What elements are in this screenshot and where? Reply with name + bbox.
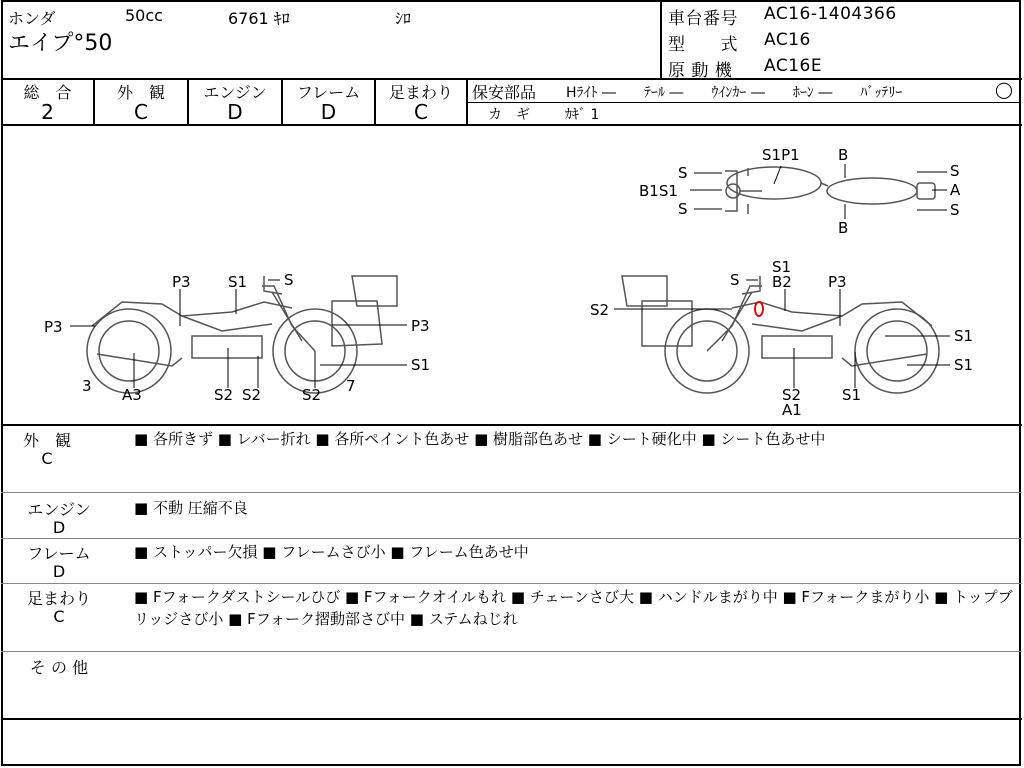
diagram-bottom-line: [1, 424, 1022, 426]
right-side-bike: [622, 276, 939, 393]
label-b-bottom: B: [838, 219, 849, 237]
label-b2: B2: [772, 273, 792, 291]
red-damage-marker: [755, 302, 763, 316]
model-name: エイプ°50: [8, 31, 113, 56]
label-s-lt: S: [284, 271, 294, 289]
section-exterior-text: ■ 各所きず ■ レバー折れ ■ 各所ペイント色あせ ■ 樹脂部色あせ ■ シート硬化中 ■ シート色あせ中: [134, 430, 826, 448]
grade-exterior-label: 外 観: [116, 83, 165, 102]
label-p3-lt: P3: [172, 273, 191, 291]
section-suspension-text: ■ Fフォークダストシールひび ■ Fフォークオイルもれ ■ チェーンさび大 ■ ハンドルまがり中 ■ Fフォークまがり小 ■ トップブリッジさび小 ■ Fフォーク摺動部さび中 ■ ステムねじれ: [134, 588, 1013, 628]
label-s-tl: S: [678, 164, 688, 182]
displacement: 50cc: [125, 6, 163, 25]
safety-divider: [468, 102, 1021, 103]
engine-label: 原 動 機: [668, 61, 733, 81]
grade-frame-label: フレーム: [296, 83, 361, 102]
section-engine-grade: D: [52, 518, 66, 537]
type-label: 型 式: [668, 35, 738, 55]
section-engine-label: エンジン: [27, 500, 91, 519]
color: ｼﾛ: [395, 9, 412, 28]
section-frame-label: フレーム: [27, 544, 91, 563]
section-divider: [1, 651, 1022, 652]
label-p3-lr: P3: [411, 317, 430, 335]
type-value: AC16: [764, 30, 811, 50]
label-s1-rr2: S1: [954, 356, 974, 374]
section-exterior-label: 外 観: [22, 431, 71, 450]
label-s2-a: S2: [214, 386, 234, 404]
section-frame-grade: D: [52, 562, 66, 581]
section-engine-text: ■ 不動 圧縮不良: [134, 499, 248, 517]
safety-parts-list: Hﾗｲﾄ ― ﾃｰﾙ ― ｳｲﾝｶｰ ― ﾎｰﾝ ― ﾊﾞｯﾃﾘｰ: [566, 85, 903, 101]
label-s2-b: S2: [242, 386, 262, 404]
section-divider: [1, 718, 1022, 720]
label-s-bl: S: [678, 200, 688, 218]
grade-suspension-label: 足まわり: [388, 83, 453, 102]
grade-engine-value: D: [227, 100, 243, 124]
label-p3-rt: P3: [828, 273, 847, 291]
label-s1-lr: S1: [411, 356, 431, 374]
label-s1-rr1: S1: [954, 327, 974, 345]
frame-no: AC16-1404366: [764, 4, 897, 24]
mileage: 6761 ｷﾛ: [228, 9, 290, 28]
section-suspension-label: 足まわり: [26, 589, 91, 608]
label-s-tr: S: [950, 162, 960, 180]
grade-suspension-value: C: [414, 100, 428, 124]
grade-total-value: 2: [41, 100, 54, 124]
label-s1p1: S1P1: [762, 146, 800, 164]
right-view-labels: [590, 258, 973, 419]
label-s-rt: S: [730, 271, 740, 289]
label-s2-c: S2: [302, 386, 322, 404]
key-value: ｶｷﾞ 1: [565, 107, 600, 123]
label-b1s1: B1S1: [639, 182, 678, 200]
label-b-top: B: [838, 146, 849, 164]
label-7: 7: [346, 377, 356, 395]
battery-mark: ◯: [995, 80, 1013, 99]
frame-no-label: 車台番号: [668, 9, 738, 29]
section-other-label: そ の 他: [29, 658, 89, 677]
section-suspension-grade: C: [53, 607, 65, 626]
section-divider: [1, 492, 1022, 493]
grade-exterior-value: C: [134, 100, 148, 124]
label-a-right: A: [950, 181, 961, 199]
top-view-bike: [725, 167, 935, 214]
top-view-labels: [639, 146, 961, 237]
header-divider: [660, 0, 662, 80]
label-s1-rb: S1: [842, 386, 862, 404]
engine-value: AC16E: [764, 56, 823, 76]
maker: ホンダ: [8, 9, 56, 28]
key-label: カ ギ: [488, 107, 530, 123]
section-frame-text: ■ ストッパー欠損 ■ フレームさび小 ■ フレーム色あせ中: [134, 543, 529, 561]
label-a3: A3: [122, 386, 142, 404]
label-s1-rt: S1: [772, 258, 792, 276]
label-s1-lt: S1: [228, 273, 248, 291]
label-s2-rb: S2: [782, 386, 802, 404]
label-p3-ll: P3: [44, 318, 63, 336]
section-exterior-grade: C: [41, 449, 53, 468]
section-divider: [1, 583, 1022, 584]
label-a1: A1: [782, 401, 802, 419]
damage-diagram: [2, 126, 1020, 424]
grade-frame-value: D: [320, 100, 337, 124]
grade-engine-label: エンジン: [203, 83, 267, 102]
label-s2-rl: S2: [590, 301, 610, 319]
safety-parts-label: 保安部品: [472, 83, 537, 102]
label-s-br: S: [950, 201, 960, 219]
label-3: 3: [82, 377, 92, 395]
grade-total-label: 総 合: [23, 83, 72, 102]
section-divider: [1, 538, 1022, 539]
